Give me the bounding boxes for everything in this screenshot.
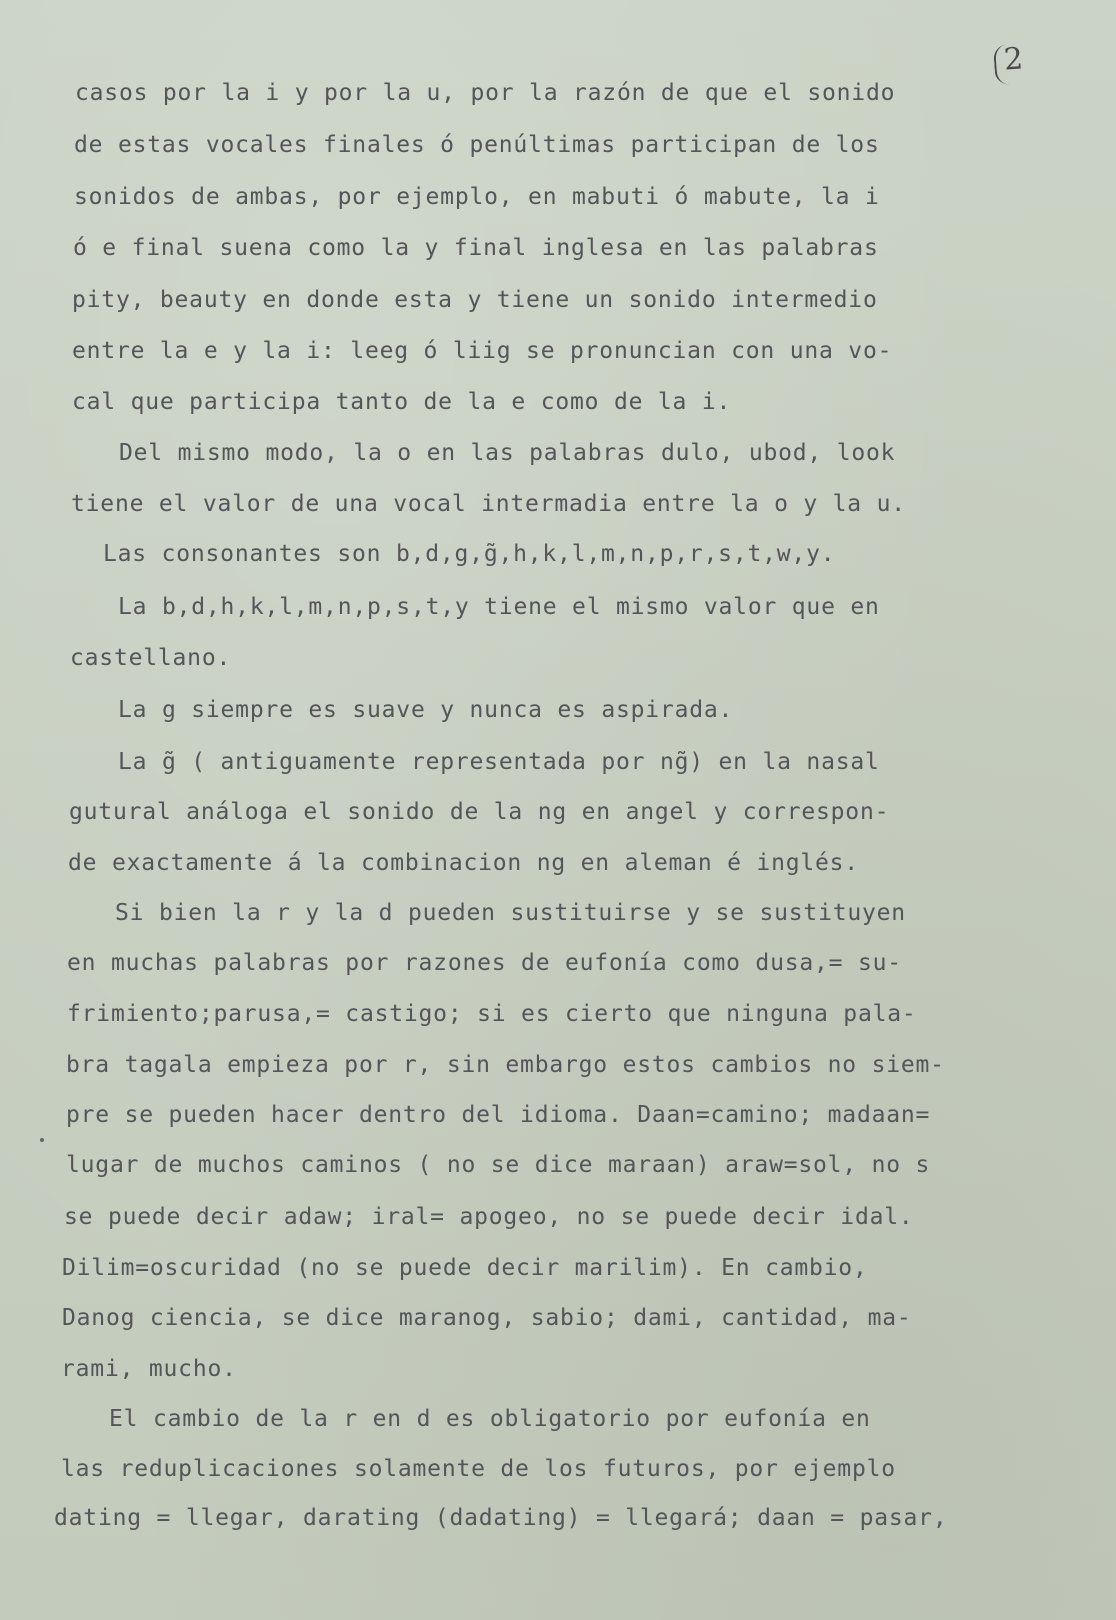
text-line: El cambio de la r en d es obligatorio por eufonía en [109, 1406, 871, 1432]
text-line: tiene el valor de una vocal intermadia entre la o y la u. [71, 491, 906, 517]
text-line: pre se pueden hacer dentro del idioma. Daan=camino; madaan= [66, 1102, 931, 1128]
text-line: entre la e y la i: leeg ó liig se pronuncian con una vo- [72, 338, 893, 364]
text-line: La g siempre es suave y nunca es aspirada. [118, 697, 734, 723]
text-line: Danog ciencia, se dice maranog, sabio; dami, cantidad, ma- [62, 1305, 912, 1331]
text-line: Las consonantes son b,d,g,g̃,h,k,l,m,n,p,r,s,t,w,y. [103, 541, 836, 567]
text-line: La b,d,h,k,l,m,n,p,s,t,y tiene el mismo valor que en [118, 594, 880, 620]
text-line: La g̃ ( antiguamente representada por ng̃) en la nasal [118, 749, 880, 775]
text-line: de estas vocales finales ó penúltimas participan de los [74, 132, 880, 158]
text-line: frimiento;parusa,= castigo; si es cierto que ninguna pala- [67, 1001, 917, 1027]
text-line: castellano. [70, 645, 232, 671]
ink-dot [40, 1138, 44, 1142]
text-line: en muchas palabras por razones de eufonía como dusa,= su- [67, 950, 902, 976]
text-line: lugar de muchos caminos ( no se dice maraan) araw=sol, no s [66, 1152, 931, 1178]
page-number: 2 [1002, 41, 1025, 78]
text-line: pity, beauty en donde esta y tiene un sonido intermedio [72, 287, 878, 313]
text-line: sonidos de ambas, por ejemplo, en mabuti ó mabute, la i [74, 184, 880, 210]
text-line: las reduplicaciones solamente de los futuros, por ejemplo [61, 1456, 896, 1482]
text-line: de exactamente á la combinacion ng en aleman é inglés. [68, 850, 859, 876]
text-line: cal que participa tanto de la e como de la i. [72, 389, 732, 415]
text-line: Si bien la r y la d pueden sustituirse y se sustituyen [115, 900, 906, 926]
text-line: ó e final suena como la y final inglesa en las palabras [73, 235, 879, 261]
text-line: gutural análoga el sonido de la ng en angel y correspon- [69, 799, 890, 825]
text-line: rami, mucho. [61, 1356, 237, 1382]
text-line: se puede decir adaw; iral= apogeo, no se puede decir idal. [64, 1204, 914, 1230]
text-line: dating = llegar, darating (dadating) = llegará; daan = pasar, [54, 1505, 948, 1531]
text-line: Del mismo modo, la o en las palabras dulo, ubod, look [119, 440, 896, 466]
text-line: Dilim=oscuridad (no se puede decir marilim). En cambio, [62, 1255, 868, 1281]
text-line: bra tagala empieza por r, sin embargo estos cambios no siem- [66, 1052, 945, 1078]
text-line: casos por la i y por la u, por la razón de que el sonido [75, 80, 896, 106]
